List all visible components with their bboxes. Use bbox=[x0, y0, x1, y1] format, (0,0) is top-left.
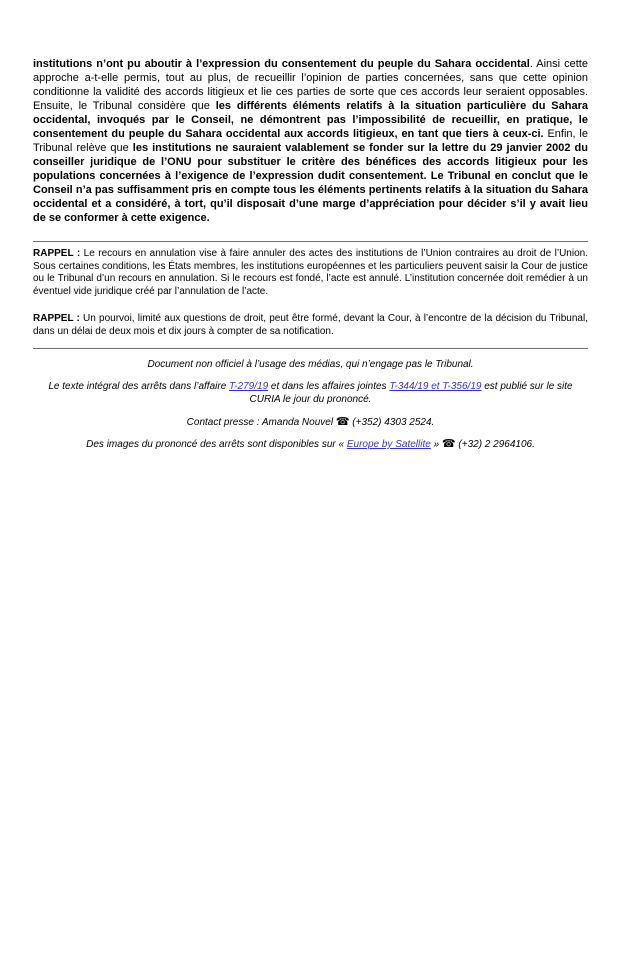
footer-contact bbox=[33, 415, 588, 430]
rappel-annulation-text: Le recours en annulation vise à faire annuler des actes des institutions de l’Union contraires au droit de l’Union. Sous certaines conditions, les États membres, les institutions européennes et les particuliers peuvent saisir la Cour de justice ou le Tribunal d’un recours en annulation. Si le recours est fondé, l’acte est annulé. L’institution concernée doit remédier à un éventuel vide juridique créé par l’annulation de l’acte. bbox=[33, 248, 588, 297]
telephone-icon: ☎ bbox=[335, 414, 350, 428]
footer-images-before: Des images du prononcé des arrêts sont disponibles sur « bbox=[86, 439, 347, 450]
rappel-pourvoi bbox=[33, 313, 588, 338]
footer-images-middle: » bbox=[430, 439, 442, 450]
rappel-annulation-label: RAPPEL : bbox=[33, 248, 81, 259]
case-link-t344-19-t356-19[interactable]: T-344/19 et T-356/19 bbox=[389, 380, 482, 392]
europe-by-satellite-link[interactable]: Europe by Satellite bbox=[346, 439, 431, 450]
footer-disclaimer: Document non officiel à l’usage des médias, qui n’engage pas le Tribunal. bbox=[147, 359, 474, 370]
telephone-icon: ☎ bbox=[441, 437, 456, 450]
top-separator-line bbox=[33, 241, 588, 242]
main-paragraph bbox=[33, 57, 588, 225]
footer-images bbox=[33, 437, 588, 452]
main-paragraph-regular-enfin: Enfin, le Tribunal relève que bbox=[33, 128, 588, 154]
main-paragraph-bold-elements: les différents éléments relatifs à la situation particulière du Sahara occidental, invoqués par le Conseil, ne démontrent pas l’impossibilité de recueillir, en pratique, le consentement du peuple du Sahara occidental aux accords litigieux, en tant que tiers à ceux-ci. bbox=[33, 100, 588, 140]
rappel-pourvoi-text: Un pourvoi, limité aux questions de droit, peut être formé, devant la Cour, à l’encontre de la décision du Tribunal, dans un délai de deux mois et dix jours à compter de sa notification. bbox=[33, 313, 588, 337]
footer-fulltext-after: est publié sur le site CURIA le jour du prononcé. bbox=[249, 380, 573, 405]
footer-images-after: (+32) 2 2964106. bbox=[455, 439, 535, 450]
main-paragraph-regular-ainsi: . Ainsi cette approche a-t-elle permis, tout au plus, de recueillir l’opinion de parties concernées, sans que cette opinion conditionne la validité des accords litigieux et lie ces parties de sorte que ces accords leur seraient opposables. Ensuite, le Tribunal considère que bbox=[33, 58, 588, 112]
main-paragraph-bold-consentement: institutions n’ont pu aboutir à l’expression du consentement du peuple du Sahara occidental bbox=[33, 58, 530, 70]
footer-fulltext-before: Le texte intégral des arrêts dans l’affaire bbox=[48, 380, 230, 392]
rappel-pourvoi-label: RAPPEL : bbox=[33, 313, 80, 324]
main-paragraph-bold-institutions: les institutions ne sauraient valablement se fonder sur la lettre du 29 janvier 2002 du conseiller juridique de l’ONU pour substituer le critère des bénéfices des accords litigieux pour les populations concernées à l’exigence de l’expression dudit consentement. Le Tribunal en conclut que le Conseil n’a pas suffisamment pris en compte tous les éléments pertinents relatifs à la situation du Sahara occidental et a considéré, à tort, qu’il disposait d’une marge d’appréciation pour décider s’il y avait lieu de se conformer à cette exigence. bbox=[33, 142, 588, 224]
footer-contact-before: Contact presse : Amanda Nouvel bbox=[186, 416, 336, 428]
case-link-t279-19[interactable]: T-279/19 bbox=[229, 380, 269, 392]
footer-contact-after: (+352) 4303 2524. bbox=[349, 416, 435, 428]
footer-fulltext-middle: et dans les affaires jointes bbox=[268, 380, 390, 392]
bottom-separator-line bbox=[33, 348, 588, 349]
rappel-annulation bbox=[33, 248, 588, 298]
footer-fulltext bbox=[33, 380, 588, 407]
